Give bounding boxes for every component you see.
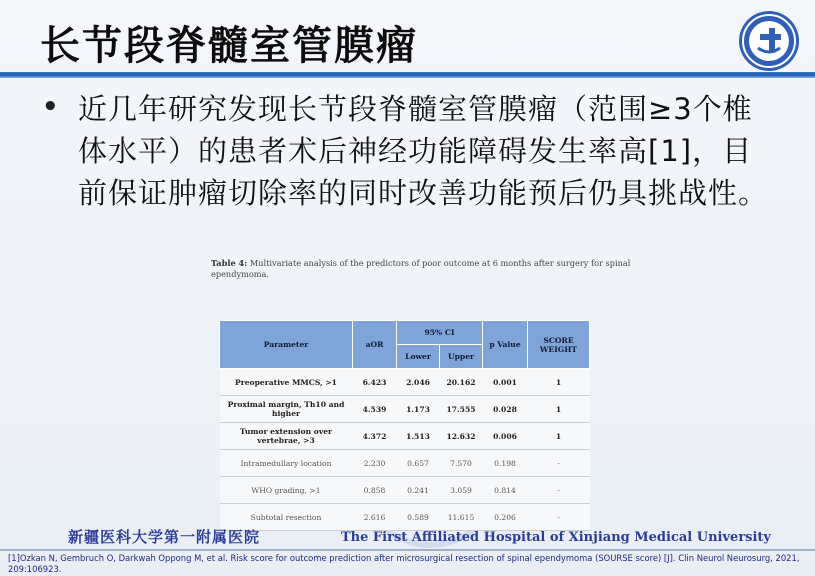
cell-aor: 6.423 [353, 369, 397, 396]
table-row [220, 477, 590, 504]
cell-parameter: Tumor extension over vertebrae, >3 [220, 423, 353, 450]
cell-parameter: Proximal margin, Th10 and higher [220, 396, 353, 423]
cell-aor: 4.539 [353, 396, 397, 423]
slide-title: 长节段脊髓室管膜瘤 [40, 23, 418, 69]
cell-upper: 20.162 [440, 369, 483, 396]
results-table-wrap [219, 320, 589, 522]
reference-citation: [1]Ozkan N, Gembruch O, Darkwah Oppong M, et al. Risk score for outcome prediction after microsurgical resection of spinal ependymoma (SOURSE score) [J]. Clin Neurol Neurosurg, 2021, 209:106923. [8, 553, 800, 574]
header-ci: 95% CI [397, 321, 483, 345]
table-row [220, 396, 590, 423]
cell-lower: 1.173 [397, 396, 440, 423]
cell-aor: 4.372 [353, 423, 397, 450]
cell-parameter: Subtotal resection [220, 504, 353, 531]
cell-score: - [528, 477, 590, 504]
cell-score: 1 [528, 369, 590, 396]
cell-score: - [528, 450, 590, 477]
cell-score: 1 [528, 423, 590, 450]
cell-upper: 7.570 [440, 450, 483, 477]
cell-lower: 0.589 [397, 504, 440, 531]
header-upper: Upper [440, 345, 483, 369]
table-caption [211, 258, 631, 280]
cell-upper: 17.555 [440, 396, 483, 423]
cell-lower: 0.241 [397, 477, 440, 504]
cell-upper: 3.059 [440, 477, 483, 504]
footer-divider [0, 549, 815, 551]
header-lower: Lower [397, 345, 440, 369]
hospital-logo-icon [738, 10, 800, 72]
cell-parameter: WHO grading, >1 [220, 477, 353, 504]
table-row [220, 450, 590, 477]
header-score-weight: SCORE WEIGHT [528, 321, 590, 369]
cell-parameter: Intramedullary location [220, 450, 353, 477]
bullet-dot-icon: • [42, 92, 59, 122]
cell-lower: 0.657 [397, 450, 440, 477]
cell-lower: 1.513 [397, 423, 440, 450]
cell-p-value: 0.006 [483, 423, 528, 450]
footer-hospital-name-en: The First Affiliated Hospital of Xinjiang Medical University [341, 530, 771, 545]
bullet-text: 近几年研究发现长节段脊髓室管膜瘤（范围≥3个椎体水平）的患者术后神经功能障碍发生率高[1]，目前保证肿瘤切除率的同时改善功能预后仍具挑战性。 [78, 92, 769, 210]
cell-upper: 12.632 [440, 423, 483, 450]
footer-hospital-name-cn: 新疆医科大学第一附属医院 [68, 528, 261, 546]
header-aor: aOR [353, 321, 397, 369]
cell-aor: 0.858 [353, 477, 397, 504]
results-table [219, 320, 590, 531]
table-row [220, 423, 590, 450]
table-row [220, 504, 590, 531]
table-caption-label: Table 4: [211, 258, 248, 268]
cell-score: 1 [528, 396, 590, 423]
table-caption-text: Multivariate analysis of the predictors of poor outcome at 6 months after surgery for spinal ependymoma. [211, 258, 631, 279]
cell-upper: 11.615 [440, 504, 483, 531]
cell-parameter: Preoperative MMCS, >1 [220, 369, 353, 396]
header-p-value: p Value [483, 321, 528, 369]
cell-p-value: 0.028 [483, 396, 528, 423]
cell-p-value: 0.814 [483, 477, 528, 504]
cell-score: - [528, 504, 590, 531]
cell-p-value: 0.001 [483, 369, 528, 396]
title-divider [0, 72, 815, 78]
cell-p-value: 0.198 [483, 450, 528, 477]
table-row [220, 369, 590, 396]
cell-aor: 2.616 [353, 504, 397, 531]
cell-lower: 2.046 [397, 369, 440, 396]
header-parameter: Parameter [220, 321, 353, 369]
cell-aor: 2.230 [353, 450, 397, 477]
cell-p-value: 0.206 [483, 504, 528, 531]
